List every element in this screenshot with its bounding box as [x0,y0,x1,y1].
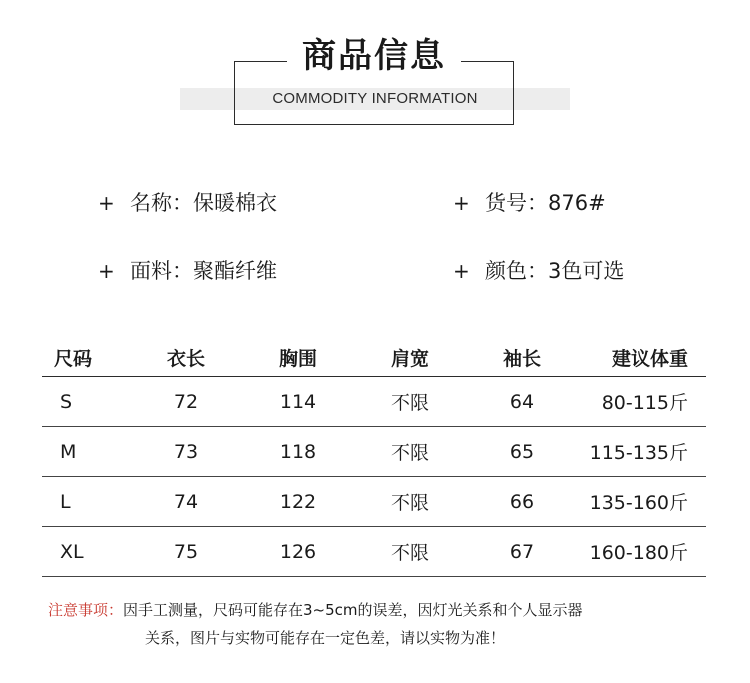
cell-chest: 114 [242,377,354,427]
notice-text-1: 因手工测量，尺码可能存在3~5cm的误差，因灯光关系和个人显示器 [123,601,583,619]
cell-length: 75 [130,527,242,577]
cell-sleeve: 65 [466,427,578,477]
header-frame-line-left [234,61,287,62]
info-item-number [453,188,606,218]
notice-line-1 [48,596,728,624]
plus-icon: + [453,191,470,215]
header-length: 衣长 [130,338,242,377]
header-chest: 胸围 [242,338,354,377]
cell-weight: 115-135斤 [578,427,706,477]
cell-size: XL [42,527,130,577]
table-row [42,527,706,577]
notice-label: 注意事项： [48,601,124,619]
plus-icon: + [98,259,115,283]
cell-weight: 135-160斤 [578,477,706,527]
header-size: 尺码 [42,338,130,377]
notice [48,596,728,652]
cell-weight: 160-180斤 [578,527,706,577]
plus-icon: + [98,191,115,215]
info-item-name [98,188,277,218]
info-color-text: 颜色：3色可选 [485,259,625,283]
info-item-fabric [98,256,277,286]
page-subtitle: COMMODITY INFORMATION [272,90,478,107]
header-weight: 建议体重 [578,338,706,377]
info-fabric-text: 面料：聚酯纤维 [130,259,277,283]
size-table-header-row [42,338,706,377]
info-item-color [453,256,624,286]
cell-chest: 126 [242,527,354,577]
header-sleeve: 袖长 [466,338,578,377]
cell-shoulder: 不限 [354,527,466,577]
cell-sleeve: 64 [466,377,578,427]
cell-size: L [42,477,130,527]
cell-sleeve: 67 [466,527,578,577]
cell-length: 72 [130,377,242,427]
cell-shoulder: 不限 [354,377,466,427]
header-frame-line-right [461,61,514,62]
table-row [42,377,706,427]
cell-shoulder: 不限 [354,427,466,477]
header-shoulder: 肩宽 [354,338,466,377]
cell-chest: 122 [242,477,354,527]
info-number-text: 货号：876# [485,191,606,215]
cell-chest: 118 [242,427,354,477]
cell-size: S [42,377,130,427]
table-row [42,477,706,527]
cell-sleeve: 66 [466,477,578,527]
info-name-text: 名称：保暖棉衣 [130,191,277,215]
plus-icon: + [453,259,470,283]
table-row [42,427,706,477]
cell-length: 73 [130,427,242,477]
notice-line-2 [48,624,728,652]
cell-size: M [42,427,130,477]
cell-shoulder: 不限 [354,477,466,527]
size-table [42,338,706,577]
notice-text-2: 关系，图片与实物可能存在一定色差，请以实物为准！ [145,629,506,647]
cell-length: 74 [130,477,242,527]
page-title: 商品信息 [302,36,446,76]
cell-weight: 80-115斤 [578,377,706,427]
